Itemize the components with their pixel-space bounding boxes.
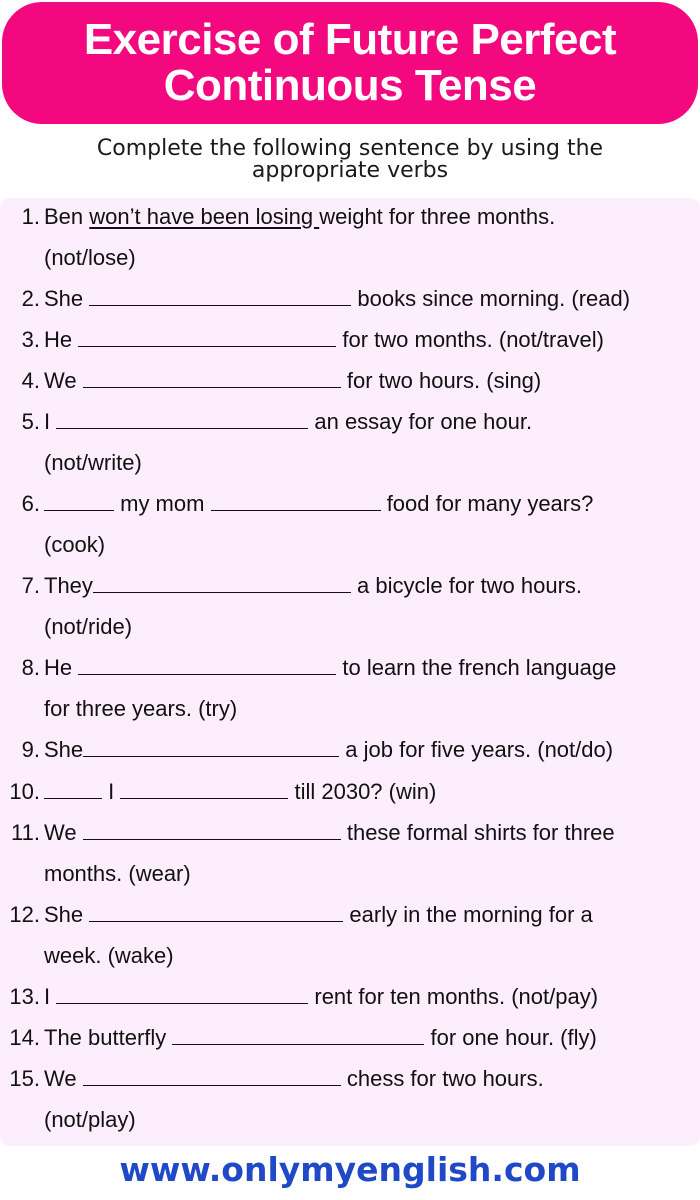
item-text: a bicycle for two hours.	[350, 573, 583, 598]
item-number: 4.	[21, 368, 40, 393]
item-text: We	[44, 1066, 77, 1091]
item-text: He	[44, 327, 73, 352]
item-text: for two months. (not/travel)	[336, 327, 605, 352]
item-text: He	[44, 655, 73, 680]
item-number: 10.	[9, 779, 40, 804]
exercise-item-11	[0, 817, 700, 886]
item-text: They	[44, 573, 93, 598]
item-text: books since morning. (read)	[351, 286, 631, 311]
item-number: 1.	[21, 204, 40, 229]
exercise-item-15	[0, 1063, 700, 1132]
item-text: We	[44, 820, 77, 845]
item-number: 11.	[11, 820, 40, 845]
answer-blank[interactable]	[93, 572, 351, 593]
item-number: 2.	[21, 286, 40, 311]
exercise-item-4	[0, 365, 700, 397]
exercise-item-7	[0, 570, 700, 639]
exercise-item-13	[0, 981, 700, 1013]
item-text: rent for ten months. (not/pay)	[308, 984, 599, 1009]
exercise-item-6	[0, 488, 700, 557]
item-text: food for many years?	[380, 491, 594, 516]
item-text: I	[102, 779, 115, 804]
item-number: 14.	[9, 1025, 40, 1050]
item-number: 6.	[21, 491, 40, 516]
answer-blank[interactable]	[44, 490, 114, 511]
item-number: 15.	[9, 1066, 40, 1091]
exercise-item-2	[0, 283, 700, 315]
item-text: weight for three months.	[319, 204, 556, 229]
answer-blank[interactable]	[172, 1024, 424, 1045]
item-number: 8.	[21, 655, 40, 680]
answer-blank[interactable]	[78, 326, 336, 347]
item-text: for two hours. (sing)	[340, 368, 542, 393]
item-text: I	[44, 984, 51, 1009]
item-number: 3.	[21, 327, 40, 352]
item-hint: week. (wake)	[44, 943, 174, 968]
item-number: 13.	[9, 984, 40, 1009]
answer-blank[interactable]	[120, 778, 288, 799]
item-hint: months. (wear)	[44, 861, 191, 886]
answer-example: won’t have been losing	[89, 204, 320, 229]
instructions	[40, 138, 660, 182]
exercise-item-14	[0, 1022, 700, 1054]
item-text: an essay for one hour.	[308, 409, 533, 434]
answer-blank[interactable]	[83, 1065, 341, 1086]
exercise-item-10	[0, 776, 700, 808]
title-line-1: Exercise of Future Perfect	[83, 15, 617, 64]
item-number: 12.	[9, 902, 40, 927]
title-banner	[2, 2, 698, 124]
item-text: early in the morning for a	[343, 902, 593, 927]
title-line-2: Continuous Tense	[163, 61, 537, 110]
answer-blank[interactable]	[211, 490, 381, 511]
answer-blank[interactable]	[89, 285, 351, 306]
answer-blank[interactable]	[56, 408, 308, 429]
item-hint: (not/write)	[44, 450, 142, 475]
footer-url[interactable]: www.onlymyenglish.com	[119, 1150, 581, 1189]
answer-blank[interactable]	[56, 983, 308, 1004]
item-number: 5.	[21, 409, 40, 434]
answer-blank[interactable]	[78, 654, 336, 675]
exercise-item-9	[0, 734, 700, 766]
item-text: these formal shirts for three	[340, 820, 615, 845]
exercise-item-5	[0, 406, 700, 475]
answer-blank[interactable]	[44, 778, 102, 799]
item-text: my mom	[114, 491, 205, 516]
item-text: chess for two hours.	[340, 1066, 544, 1091]
item-text: to learn the french language	[336, 655, 617, 680]
item-text: Ben	[44, 204, 90, 229]
item-number: 7.	[21, 573, 40, 598]
item-hint: (cook)	[44, 532, 106, 557]
answer-blank[interactable]	[83, 367, 341, 388]
exercise-item-8	[0, 652, 700, 721]
item-text: till 2030? (win)	[288, 779, 437, 804]
item-text: The butterfly	[44, 1025, 167, 1050]
instructions-line-2: appropriate verbs	[251, 158, 449, 183]
item-hint: (not/ride)	[44, 614, 133, 639]
answer-blank[interactable]	[83, 736, 339, 757]
instructions-line-1: Complete the following sentence by using the	[96, 136, 604, 161]
exercise-item-3	[0, 324, 700, 356]
item-text: We	[44, 368, 77, 393]
item-text: She	[44, 737, 84, 762]
answer-blank[interactable]	[83, 819, 341, 840]
item-text: She	[44, 902, 84, 927]
exercise-item-12	[0, 899, 700, 968]
item-text: a job for five years. (not/do)	[339, 737, 614, 762]
item-text: She	[44, 286, 84, 311]
item-hint: (not/play)	[44, 1107, 136, 1132]
item-text: I	[44, 409, 51, 434]
answer-blank[interactable]	[89, 901, 343, 922]
item-hint: (not/lose)	[44, 245, 136, 270]
item-text: for one hour. (fly)	[424, 1025, 597, 1050]
item-number: 9.	[21, 737, 40, 762]
item-hint: for three years. (try)	[44, 696, 238, 721]
exercise-item-1	[0, 201, 700, 270]
